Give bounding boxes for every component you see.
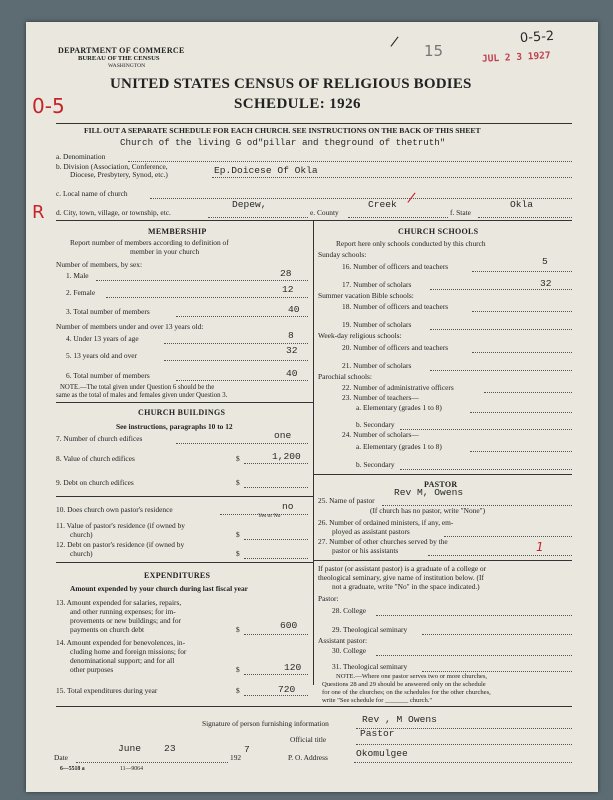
received-date-stamp: JUL 2 3 1927 xyxy=(481,50,551,65)
q12-label-2: church) xyxy=(70,549,93,558)
schedule-title: SCHEDULE: 1926 xyxy=(234,96,361,112)
q7-field[interactable] xyxy=(176,442,308,444)
q3-label: 3. Total number of members xyxy=(66,307,150,316)
section-divider xyxy=(56,220,572,221)
expenditures-heading: EXPENDITURES xyxy=(144,571,211,580)
year-prefix: 192 xyxy=(230,753,242,762)
q15-value: 720 xyxy=(278,684,296,695)
q15-field[interactable] xyxy=(244,694,308,696)
parochial-label: Parochial schools: xyxy=(318,372,372,381)
state-label: f. State xyxy=(450,208,471,217)
q5-label: 5. 13 years old and over xyxy=(66,351,138,360)
column-divider xyxy=(313,220,314,685)
q27-label-2: pastor or his assistants xyxy=(332,546,399,555)
age-intro: Number of members under and over 13 years old: xyxy=(56,322,204,331)
section-divider xyxy=(56,706,572,707)
q4-value: 8 xyxy=(288,330,294,341)
q30-label: 30. College xyxy=(332,646,367,655)
q4-field[interactable] xyxy=(164,342,308,344)
section-divider xyxy=(313,560,572,561)
q1-value: 28 xyxy=(280,268,292,279)
county-value: Creek xyxy=(368,199,397,210)
q19-label: 19. Number of scholars xyxy=(342,320,412,329)
q7-label: 7. Number of church edifices xyxy=(56,434,143,443)
q12-dollar: $ xyxy=(236,549,240,558)
official-title-value: Pastor xyxy=(360,728,395,739)
q13-label: 13. Amount expended for salaries, repairs, xyxy=(56,598,182,607)
q20-label: 20. Number of officers and teachers xyxy=(342,343,449,352)
q11-label-2: church) xyxy=(70,530,93,539)
q13-dollar: $ xyxy=(236,625,240,634)
q26-label: 26. Number of ordained ministers, if any, em- xyxy=(318,518,454,527)
q12-field[interactable] xyxy=(244,557,308,559)
q13-field[interactable] xyxy=(244,633,308,635)
buildings-intro: See instructions, paragraphs 10 to 12 xyxy=(116,422,233,431)
section-divider xyxy=(56,496,313,497)
q23a-field[interactable] xyxy=(470,411,572,413)
date-value: June 23 xyxy=(118,743,176,754)
department-label: DEPARTMENT OF COMMERCE xyxy=(58,46,185,55)
q4-label: 4. Under 13 years of age xyxy=(66,334,139,343)
q6-label: 6. Total number of members xyxy=(66,371,150,380)
division-label-2: Diocese, Presbytery, Synod, etc.) xyxy=(70,170,168,179)
q10-value: no xyxy=(282,501,294,512)
q9-dollar: $ xyxy=(236,478,240,487)
q1-label: 1. Male xyxy=(66,271,89,280)
division-label: b. Division (Association, Conference, xyxy=(56,162,168,171)
section-divider xyxy=(56,562,313,563)
division-field[interactable] xyxy=(212,176,572,178)
check-mark: / xyxy=(406,189,417,207)
city-field[interactable] xyxy=(208,216,308,218)
official-title-field[interactable] xyxy=(356,743,572,745)
pastor-note-2: Questions 28 and 29 should be answered only on the schedule xyxy=(322,681,486,688)
q11-field[interactable] xyxy=(244,538,308,540)
q16-field[interactable] xyxy=(472,270,572,272)
q25-note: (If church has no pastor, write "None") xyxy=(370,506,486,515)
division-value: Ep.Doicese Of Okla xyxy=(214,165,318,176)
summer-label: Summer vacation Bible schools: xyxy=(318,291,414,300)
q12-label: 12. Debt on pastor's residence (if owned by xyxy=(56,540,185,549)
pastor-note-3: for one of the churches; on the schedules for the other churches, xyxy=(322,689,491,696)
q6-field[interactable] xyxy=(176,379,308,381)
po-address-label: P. O. Address xyxy=(288,753,328,762)
q16-label: 16. Number of officers and teachers xyxy=(342,262,449,271)
city-label: d. City, town, village, or township, etc. xyxy=(56,208,171,217)
graduate-note: If pastor (or assistant pastor) is a graduate of a college or xyxy=(318,564,487,573)
q8-field[interactable] xyxy=(244,462,308,464)
q24b-field[interactable] xyxy=(400,468,572,470)
q23-label: 23. Number of teachers— xyxy=(342,393,419,402)
buildings-heading: CHURCH BUILDINGS xyxy=(138,408,226,417)
q2-value: 12 xyxy=(282,284,294,295)
yes-no-hint: Yes or No xyxy=(258,513,281,519)
q19-field[interactable] xyxy=(430,328,572,330)
local-name-label: c. Local name of church xyxy=(56,189,128,198)
q11-label: 11. Value of pastor's residence (if owned by xyxy=(56,521,185,530)
q28-label: 28. College xyxy=(332,606,367,615)
q23a-label: a. Elementary (grades 1 to 8) xyxy=(356,403,442,412)
denomination-label: a. Denomination xyxy=(56,152,106,161)
pastor-note-4: write "See schedule for _______ church." xyxy=(322,697,433,704)
q31-field[interactable] xyxy=(422,670,572,672)
q29-field[interactable] xyxy=(422,633,572,635)
q14-value: 120 xyxy=(284,662,302,673)
q16-value: 5 xyxy=(542,256,548,267)
q22-field[interactable] xyxy=(484,391,572,393)
handwritten-code-top: 0-5-2 xyxy=(519,28,555,47)
q5-field[interactable] xyxy=(164,359,308,361)
bureau-label: BUREAU OF THE CENSUS xyxy=(78,55,160,62)
q21-label: 21. Number of scholars xyxy=(342,361,412,370)
q13-label-3: provements or new buildings; and for xyxy=(70,616,182,625)
q27-field[interactable] xyxy=(428,554,572,556)
form-title: UNITED STATES CENSUS OF RELIGIOUS BODIES xyxy=(110,76,472,92)
date-label: Date xyxy=(54,753,68,762)
county-field[interactable] xyxy=(348,216,448,218)
q5-value: 32 xyxy=(286,345,298,356)
q9-field[interactable] xyxy=(244,486,308,488)
q31-label: 31. Theological seminary xyxy=(332,662,408,671)
q26-field[interactable] xyxy=(444,535,572,537)
q21-field[interactable] xyxy=(430,369,572,371)
q20-field[interactable] xyxy=(472,351,572,353)
form-code: 6—5518 a xyxy=(60,766,85,772)
local-name-field[interactable] xyxy=(150,197,572,199)
po-address-field[interactable] xyxy=(354,761,572,763)
q26-label-2: ployed as assistant pastors xyxy=(332,527,410,536)
q17-value: 32 xyxy=(540,278,552,289)
q14-label: 14. Amount expended for benevolences, in- xyxy=(56,638,186,647)
weekday-label: Week-day religious schools: xyxy=(318,331,402,340)
q13-label-2: and other running expenses; for im- xyxy=(70,607,176,616)
year-value: 7 xyxy=(244,744,250,755)
membership-intro: Report number of members according to definition of xyxy=(70,238,229,247)
q9-label: 9. Debt on church edifices xyxy=(56,478,134,487)
graduate-note-2: theological seminary, give name of institution below. (If xyxy=(318,573,484,582)
pastor-heading: PASTOR xyxy=(424,480,458,489)
q24b-label: b. Secondary xyxy=(356,460,395,469)
pastor-note: NOTE.—Where one pastor serves two or more churches, xyxy=(336,673,488,680)
print-code: 11—9064 xyxy=(120,766,143,772)
q28-field[interactable] xyxy=(376,614,572,616)
q13-label-4: payments on church debt xyxy=(70,625,145,634)
handwritten-r-mark: R xyxy=(32,202,45,223)
q3-field[interactable] xyxy=(176,315,308,317)
q14-field[interactable] xyxy=(244,673,308,675)
by-sex-label: Number of members, by sex: xyxy=(56,260,142,269)
church-name-value: Church of the living G od"pillar and theground of thetruth" xyxy=(120,137,446,148)
divider xyxy=(56,123,572,124)
q11-dollar: $ xyxy=(236,530,240,539)
q2-field[interactable] xyxy=(106,296,308,298)
q30-field[interactable] xyxy=(376,654,572,656)
q24a-label: a. Elementary (grades 1 to 8) xyxy=(356,442,442,451)
census-schedule-sheet xyxy=(26,22,598,792)
expenditures-intro: Amount expended by your church during last fiscal year xyxy=(70,584,248,593)
official-title-label: Official title xyxy=(290,735,327,744)
q8-label: 8. Value of church edifices xyxy=(56,454,135,463)
q3-value: 40 xyxy=(288,304,300,315)
schools-heading: CHURCH SCHOOLS xyxy=(398,227,479,236)
q18-label: 18. Number of officers and teachers xyxy=(342,302,449,311)
q25-value: Rev M, Owens xyxy=(394,487,464,498)
schedule-number: 15 xyxy=(424,42,444,60)
q7-value: one xyxy=(274,430,292,441)
q25-label: 25. Name of pastor xyxy=(318,496,375,505)
section-divider xyxy=(313,474,572,475)
q24a-field[interactable] xyxy=(470,450,572,452)
q8-value: 1,200 xyxy=(272,451,301,462)
q1-field[interactable] xyxy=(96,279,308,281)
q15-label: 15. Total expenditures during year xyxy=(56,686,158,695)
city-value: Depew, xyxy=(232,199,267,210)
q14-dollar: $ xyxy=(236,665,240,674)
q14-label-2: cluding home and foreign missions; for xyxy=(70,647,187,656)
q13-value: 600 xyxy=(280,620,298,631)
schools-intro: Report here only schools conducted by this church xyxy=(336,239,486,248)
asst-pastor-label: Assistant pastor: xyxy=(318,636,368,645)
membership-note: NOTE.—The total given under Question 6 should be the xyxy=(60,384,215,391)
membership-heading: MEMBERSHIP xyxy=(148,227,207,236)
po-address-value: Okomulgee xyxy=(356,748,408,759)
q18-field[interactable] xyxy=(472,310,572,312)
membership-intro-2: member in your church xyxy=(130,247,200,256)
handwritten-code-left: 0-5 xyxy=(32,94,65,118)
pastor-sub-label: Pastor: xyxy=(318,594,339,603)
signature-value: Rev , M Owens xyxy=(362,714,437,725)
q8-dollar: $ xyxy=(236,454,240,463)
pen-mark: / xyxy=(389,33,400,51)
date-field[interactable] xyxy=(76,761,228,763)
city-label: WASHINGTON xyxy=(108,63,146,69)
q6-value: 40 xyxy=(286,368,298,379)
state-field[interactable] xyxy=(478,216,572,218)
q27-value: 1 xyxy=(536,540,544,554)
membership-note-2: same as the total of males and females given under Question 3. xyxy=(56,392,228,399)
sunday-label: Sunday schools: xyxy=(318,250,367,259)
signature-label: Signature of person furnishing information xyxy=(202,719,329,728)
q23b-field[interactable] xyxy=(400,428,572,430)
q23b-label: b. Secondary xyxy=(356,420,395,429)
instruction-banner: FILL OUT A SEPARATE SCHEDULE FOR EACH CHURCH. SEE INSTRUCTIONS ON THE BACK OF THIS SHEET xyxy=(84,126,481,135)
section-divider xyxy=(56,402,313,403)
q17-label: 17. Number of scholars xyxy=(342,280,412,289)
graduate-note-3: not a graduate, write "No" in the space indicated.) xyxy=(332,582,480,591)
q14-label-3: denominational support; and for all xyxy=(70,656,175,665)
county-label: e. County xyxy=(310,208,339,217)
q14-label-4: other purposes xyxy=(70,665,114,674)
q10-label: 10. Does church own pastor's residence xyxy=(56,505,173,514)
q22-label: 22. Number of administrative officers xyxy=(342,383,454,392)
q29-label: 29. Theological seminary xyxy=(332,625,408,634)
q15-dollar: $ xyxy=(236,686,240,695)
q24-label: 24. Number of scholars— xyxy=(342,430,419,439)
denomination-field[interactable] xyxy=(128,160,572,162)
q27-label: 27. Number of other churches served by the xyxy=(318,537,448,546)
q2-label: 2. Female xyxy=(66,288,96,297)
state-value: Okla xyxy=(510,199,534,210)
